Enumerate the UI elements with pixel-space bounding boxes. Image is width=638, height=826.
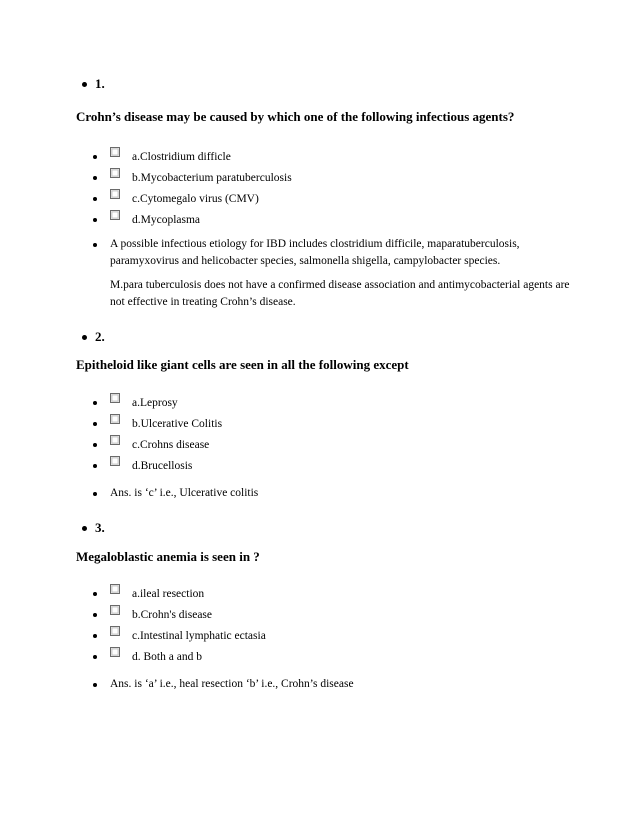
- option-label: d.Brucellosis: [132, 460, 193, 472]
- radio-button-icon[interactable]: [110, 626, 120, 636]
- option-label: d.Mycoplasma: [132, 214, 201, 226]
- question-number-text: 3.: [95, 520, 105, 535]
- answer-explanation: [93, 676, 573, 693]
- bullet-icon: [93, 422, 97, 426]
- bullet-icon: [93, 176, 97, 180]
- option-item[interactable]: [93, 170, 292, 186]
- option-label: c.Crohns disease: [132, 439, 210, 451]
- radio-button-icon[interactable]: [110, 189, 120, 199]
- radio-button-icon[interactable]: [110, 393, 120, 403]
- bullet-icon: [93, 155, 97, 159]
- bullet-icon: [93, 613, 97, 617]
- answer-paragraph: M.para tuberculosis does not have a confirmed disease association and antimycobacterial agents are not effective in treating Crohn’s disease.: [110, 279, 570, 308]
- bullet-icon: [93, 634, 97, 638]
- option-item[interactable]: [93, 212, 200, 228]
- radio-button-icon[interactable]: [110, 414, 120, 424]
- radio-button-icon[interactable]: [110, 147, 120, 157]
- option-label: b.Mycobacterium paratuberculosis: [132, 172, 292, 184]
- option-label: a.ileal resection: [132, 588, 205, 600]
- answer-explanation: [93, 236, 573, 311]
- option-label: d. Both a and b: [132, 651, 202, 663]
- option-item[interactable]: [93, 191, 259, 207]
- bullet-icon: [82, 335, 87, 340]
- option-item[interactable]: [93, 416, 222, 432]
- bullet-icon: [93, 243, 97, 247]
- option-item[interactable]: [93, 628, 266, 644]
- question-number: [80, 329, 105, 345]
- radio-button-icon[interactable]: [110, 605, 120, 615]
- option-label: b.Crohn's disease: [132, 609, 213, 621]
- option-item[interactable]: [93, 458, 192, 474]
- bullet-icon: [93, 401, 97, 405]
- bullet-icon: [82, 82, 87, 87]
- bullet-icon: [93, 492, 97, 496]
- bullet-icon: [82, 526, 87, 531]
- option-label: a.Leprosy: [132, 397, 178, 409]
- option-item[interactable]: [93, 437, 209, 453]
- option-label: c.Intestinal lymphatic ectasia: [132, 630, 266, 642]
- bullet-icon: [93, 655, 97, 659]
- question-number: [80, 520, 105, 536]
- question-number-text: 1.: [95, 76, 105, 91]
- radio-button-icon[interactable]: [110, 168, 120, 178]
- option-item[interactable]: [93, 395, 178, 411]
- radio-button-icon[interactable]: [110, 456, 120, 466]
- bullet-icon: [93, 683, 97, 687]
- bullet-icon: [93, 464, 97, 468]
- option-label: a.Clostridium difficle: [132, 151, 231, 163]
- option-label: c.Cytomegalo virus (CMV): [132, 193, 259, 205]
- option-label: b.Ulcerative Colitis: [132, 418, 223, 430]
- bullet-icon: [93, 218, 97, 222]
- option-item[interactable]: [93, 586, 204, 602]
- option-item[interactable]: [93, 149, 231, 165]
- question-text: Megaloblastic anemia is seen in ?: [76, 549, 260, 564]
- bullet-icon: [93, 443, 97, 447]
- bullet-icon: [93, 197, 97, 201]
- answer-paragraph: Ans. is ‘c’ i.e., Ulcerative colitis: [110, 487, 259, 499]
- answer-paragraph: Ans. is ‘a’ i.e., heal resection ‘b’ i.e., Crohn’s disease: [110, 678, 354, 690]
- question-text: Crohn’s disease may be caused by which one of the following infectious agents?: [76, 109, 515, 124]
- radio-button-icon[interactable]: [110, 435, 120, 445]
- bullet-icon: [93, 592, 97, 596]
- answer-explanation: [93, 485, 573, 502]
- question-number: [80, 76, 105, 92]
- radio-button-icon[interactable]: [110, 210, 120, 220]
- answer-paragraph: A possible infectious etiology for IBD includes clostridium difficile, maparatuberculosis, paramyxovirus and helicobacter species, salmonella shigella, campylobacter species.: [110, 238, 520, 267]
- option-item[interactable]: [93, 607, 212, 623]
- question-number-text: 2.: [95, 329, 105, 344]
- radio-button-icon[interactable]: [110, 584, 120, 594]
- question-text: Epitheloid like giant cells are seen in all the following except: [76, 357, 409, 372]
- radio-button-icon[interactable]: [110, 647, 120, 657]
- option-item[interactable]: [93, 649, 202, 665]
